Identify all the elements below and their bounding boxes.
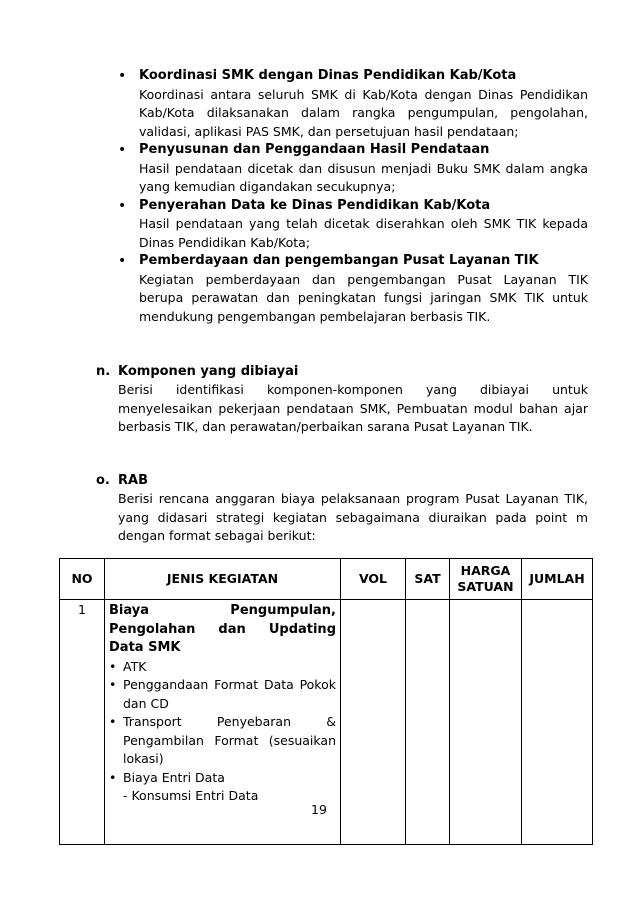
bullet-body: Hasil pendataan dicetak dan disusun menjadi Buku SMK dalam angka yang kemudian digandakan secukupnya; xyxy=(139,160,588,194)
header-jumlah: JUMLAH xyxy=(522,559,593,600)
page-number: 19 xyxy=(311,802,327,817)
bullet-title: • Penyerahan Data ke Dinas Pendidikan Kab/Kota xyxy=(139,197,491,213)
bullet-body: Kegiatan pemberdayaan dan pengembangan Pusat Layanan TIK berupa perawatan dan peningkatan fungsi jaringan SMK TIK untuk mendukung pengembangan pembelajaran berbasis TIK. xyxy=(139,271,588,324)
header-harga-satuan: HARGA SATUAN xyxy=(450,559,522,600)
bullet-item xyxy=(118,252,588,326)
activity-bullet-list xyxy=(118,67,588,326)
bullet-title: • Pemberdayaan dan pengembangan Pusat Layanan TIK xyxy=(139,253,539,268)
row-number: 1 xyxy=(60,600,105,845)
bullet-title: • Penyusunan dan Penggandaan Hasil Pendataan xyxy=(139,142,490,157)
list-item: • ATK xyxy=(109,658,336,677)
bullet-item xyxy=(118,197,588,253)
section-o xyxy=(96,471,588,546)
list-item: • Biaya Entri Data xyxy=(109,769,336,788)
sub-item: - Konsumsi Entri Data xyxy=(123,788,259,803)
header-sat: SAT xyxy=(406,559,450,600)
section-title: Komponen yang dibiayai xyxy=(118,364,299,379)
section-body: Berisi identifikasi komponen-komponen yang dibiayai untuk menyelesaikan pekerjaan pendataan SMK, Pembuatan modul bahan ajar berbasis TIK, dan perawatan/perbaikan sarana Pusat Layanan TIK. xyxy=(118,382,588,435)
list-item: • Transport Penyebaran & Pengambilan Format (sesuaikan lokasi) xyxy=(109,713,336,769)
bullet-item xyxy=(118,67,588,141)
section-letter: n. xyxy=(96,364,111,379)
activity-item-list xyxy=(109,658,336,788)
bullet-item xyxy=(118,141,588,197)
section-body: Berisi rencana anggaran biaya pelaksanaan program Pusat Layanan TIK, yang didasari strategi kegiatan sebagaimana diuraikan pada point m dengan format sebagai berikut: xyxy=(118,491,588,544)
header-no: NO xyxy=(60,559,105,600)
bullet-title: • Koordinasi SMK dengan Dinas Pendidikan Kab/Kota xyxy=(139,68,517,83)
list-item: • Penggandaan Format Data Pokok dan CD xyxy=(109,676,336,713)
table-header-row xyxy=(60,559,593,600)
header-jenis-kegiatan: JENIS KEGIATAN xyxy=(105,559,341,600)
section-n xyxy=(96,362,588,437)
bullet-body: Koordinasi antara seluruh SMK di Kab/Kota dengan Dinas Pendidikan Kab/Kota dilaksanakan dalam rangka pengumpulan, pengolahan, validasi, aplikasi PAS SMK, dan persetujuan hasil pendataan; xyxy=(139,86,588,139)
activity-title: Biaya Pengumpulan, Pengolahan dan Updating Data SMK xyxy=(109,603,336,655)
bullet-body: Hasil pendataan yang telah dicetak diserahkan oleh SMK TIK kepada Dinas Pendidikan Kab/Kota; xyxy=(139,216,588,250)
header-vol: VOL xyxy=(341,559,406,600)
section-letter: o. xyxy=(96,473,110,488)
section-title: RAB xyxy=(118,473,148,488)
